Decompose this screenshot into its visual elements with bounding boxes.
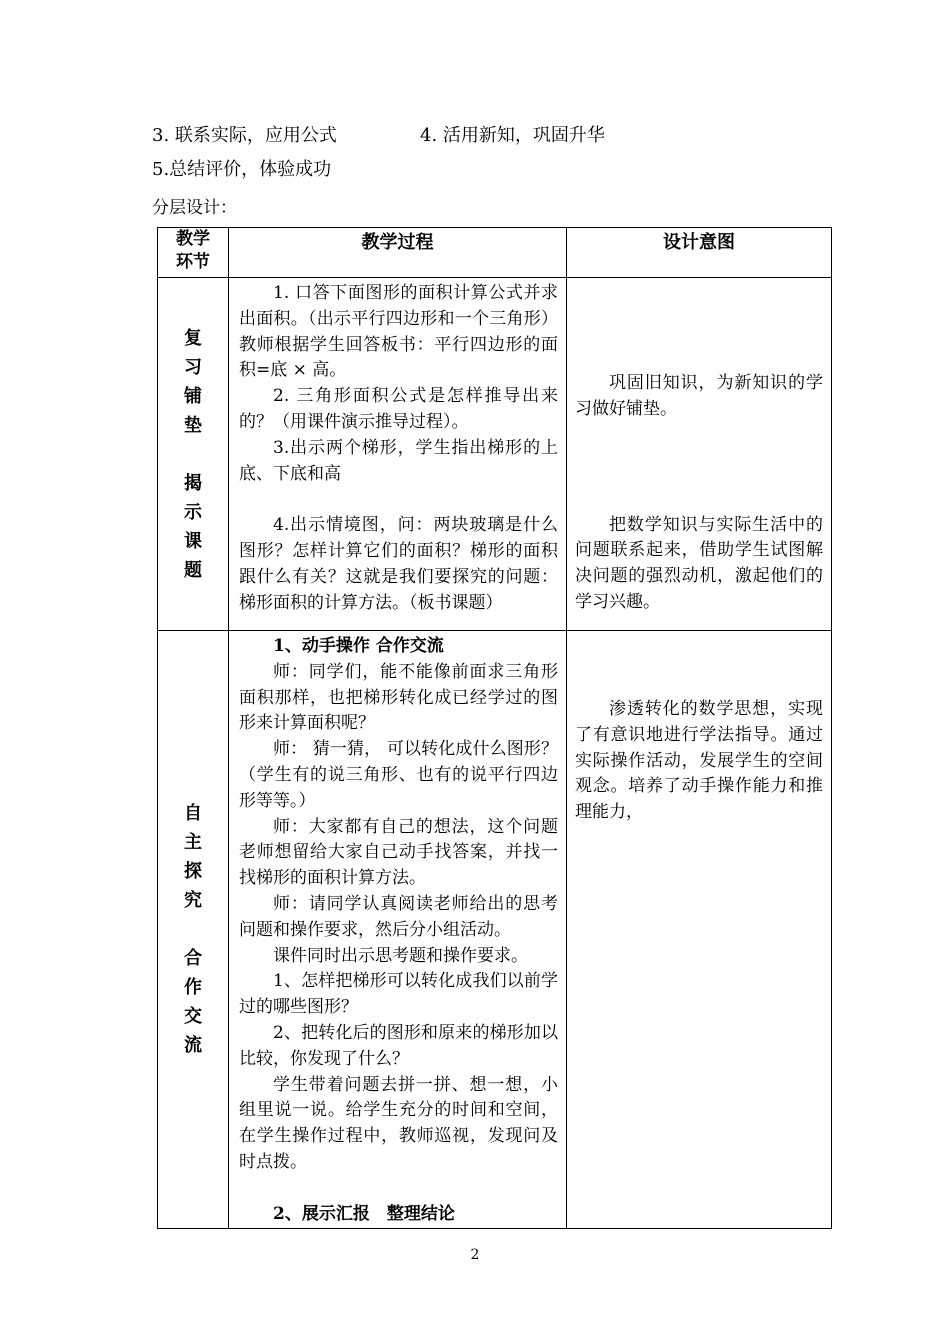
header-intent: 设计意图 <box>567 228 832 278</box>
process-paragraph: 师：请同学认真阅读老师给出的思考问题和操作要求，然后分小组活动。 <box>239 893 558 940</box>
process-paragraph: 3.出示两个梯形，学生指出梯形的上底、下底和高 <box>239 437 558 484</box>
header-stage-line1: 教学 <box>176 229 210 249</box>
stage-cell-explore <box>158 631 229 1229</box>
process-paragraph: 师：大家都有自己的想法，这个问题老师想留给大家自己动手找答案，并找一找梯形的面积计算方法。 <box>239 816 558 889</box>
process-paragraph: 2. 三角形面积公式是怎样推导出来的？（用课件演示推导过程）。 <box>239 386 558 432</box>
process-paragraph: 2、把转化后的图形和原来的梯形加以比较，你发现了什么？ <box>239 1022 558 1069</box>
table-header-row <box>158 228 832 278</box>
process-paragraph: 课件同时出示思考题和操作要求。 <box>273 945 528 966</box>
process-cell-review <box>229 278 567 631</box>
stage-char: 探 <box>184 860 202 882</box>
process-paragraph: 1、怎样把梯形可以转化成我们以前学过的哪些图形？ <box>239 971 558 1018</box>
layer-design-title: 分层设计： <box>152 198 237 218</box>
lesson-plan-table <box>157 227 832 1229</box>
stage-char: 主 <box>184 831 202 853</box>
process-paragraph: 师：同学们，能不能像前面求三角形面积那样，也把梯形转化成已经学过的图形来计算面积呢？ <box>239 661 558 734</box>
stage-char: 揭 <box>184 472 202 494</box>
stage-char: 题 <box>184 559 202 581</box>
stage-char: 垫 <box>184 414 202 436</box>
header-stage-line2: 环节 <box>176 252 210 272</box>
intent-cell-explore <box>567 631 832 1229</box>
process-paragraph: 1. 口答下面图形的面积计算公式并求出面积。（出示平行四边形和一个三角形）教师根据学生回答板书：平行四边形的面积=底 × 高。 <box>239 283 558 381</box>
stage-char: 铺 <box>184 385 202 407</box>
stage-char: 流 <box>184 1034 202 1056</box>
intro-item-3: 3. 联系实际，应用公式 <box>152 125 337 146</box>
header-stage <box>158 228 229 278</box>
stage-char: 示 <box>184 501 202 523</box>
stage-char: 课 <box>184 530 202 552</box>
intro-item-4: 4. 活用新知，巩固升华 <box>420 125 605 146</box>
intent-paragraph: 巩固旧知识，为新知识的学习做好铺垫。 <box>575 373 823 419</box>
stage-char: 自 <box>184 802 202 824</box>
process-heading: 2、展示汇报 整理结论 <box>273 1203 455 1224</box>
stage-cell-review <box>158 278 229 631</box>
stage-char: 交 <box>184 1005 202 1027</box>
stage-char: 复 <box>184 327 202 349</box>
intent-cell-review <box>567 278 832 631</box>
intent-paragraph: 渗透转化的数学思想，实现了有意识地进行学法指导。通过实际操作活动，发展学生的空间观念。培养了动手操作能力和推理能力， <box>575 699 823 823</box>
table-row <box>158 631 832 1229</box>
process-cell-explore <box>229 631 567 1229</box>
process-paragraph: 4.出示情境图，问：两块玻璃是什么图形？怎样计算它们的面积？梯形的面积跟什么有关？这就是我们要探究的问题：梯形面积的计算方法。（板书课题） <box>239 515 558 613</box>
table-row <box>158 278 832 631</box>
intent-paragraph: 把数学知识与实际生活中的问题联系起来，借助学生试图解决问题的强烈动机，激起他们的学习兴趣。 <box>575 514 823 612</box>
intro-item-5: 5.总结评价，体验成功 <box>152 159 332 180</box>
header-process: 教学过程 <box>229 228 567 278</box>
stage-char: 合 <box>184 947 202 969</box>
stage-char: 究 <box>184 889 202 911</box>
page-number: 2 <box>470 1247 480 1263</box>
process-heading: 1、动手操作 合作交流 <box>273 636 444 656</box>
process-paragraph: 师： 猜一猜， 可以转化成什么图形？（学生有的说三角形、也有的说平行四边形等等。） <box>239 739 558 811</box>
stage-char: 习 <box>184 356 202 378</box>
process-paragraph: 学生带着问题去拼一拼、想一想，小组里说一说。给学生充分的时间和空间，在学生操作过程中，教师巡视，发现问及时点拨。 <box>239 1074 558 1172</box>
stage-char: 作 <box>184 976 202 998</box>
